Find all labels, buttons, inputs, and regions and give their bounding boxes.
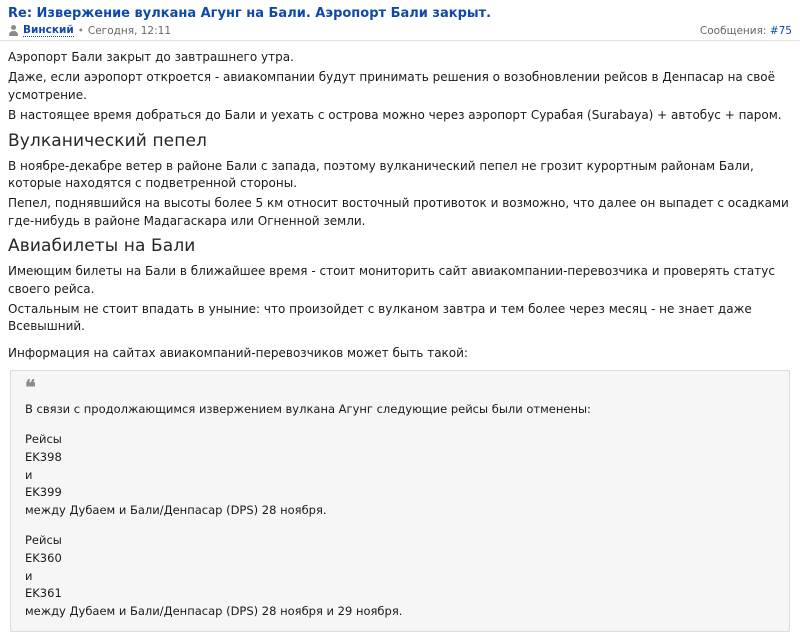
intro-paragraph-3: В настоящее время добраться до Бали и уехать с острова можно через аэропорт Сурабая (Surabaya) + автобус + паром.	[8, 108, 782, 123]
quote-line-5: EK399	[25, 485, 62, 500]
quote-line-1: В связи с продолжающимся извержением вулкана Агунг следующие рейсы были отменены:	[25, 402, 591, 417]
user-avatar-icon	[8, 25, 19, 36]
quote-line-11: между Дубаем и Бали/Денпасар (DPS) 28 ноября и 29 ноября.	[25, 604, 403, 619]
quote-line-3: EK398	[25, 449, 62, 464]
post-meta-row	[0, 23, 800, 41]
post-title[interactable]: Re: Извержение вулкана Агунг на Бали. Аэропорт Бали закрыт.	[8, 6, 492, 21]
intro-paragraph-1: Аэропорт Бали закрыт до завтрашнего утра.	[8, 50, 294, 64]
message-number[interactable]: #75	[769, 24, 792, 37]
quote-block	[10, 370, 790, 632]
quote-line-4: и	[25, 467, 33, 482]
post-date: Сегодня, 12:11	[87, 24, 171, 37]
meta-separator: •	[77, 24, 84, 37]
quote-line-6: между Дубаем и Бали/Денпасар (DPS) 28 ноября.	[25, 503, 327, 518]
intro-paragraph-2: Даже, если аэропорт откроется - авиакомпании будут принимать решения о возобновлении рейсов в Денпасар на своё усмотрение.	[8, 70, 775, 102]
quote-mark-icon: ❝	[25, 375, 36, 400]
section-heading-tickets: Авиабилеты на Бали	[8, 236, 196, 257]
quote-line-8: EK360	[25, 550, 62, 565]
quote-line-7: Рейсы	[25, 532, 62, 547]
lead-in-paragraph: Информация на сайтах авиакомпаний-перевозчиков может быть такой:	[8, 345, 468, 360]
quote-line-2: Рейсы	[25, 431, 62, 446]
section2-paragraph-1: Имеющим билеты на Бали в ближайшее время - стоит мониторить сайт авиакомпании-перевозчика и проверять статус своего рейса.	[8, 264, 775, 296]
quote-line-9: и	[25, 568, 33, 583]
section2-paragraph-2: Остальным не стоит впадать в уныние: что произойдет с вулканом завтра и тем более через месяц - не знает даже Всевышний.	[8, 301, 752, 334]
post-content	[0, 41, 800, 632]
post-meta-left	[8, 24, 700, 37]
post-message-counter	[700, 25, 792, 37]
quote-line-10: EK361	[25, 586, 62, 601]
post-author[interactable]: Винский	[23, 24, 74, 36]
messages-label: Сообщения:	[699, 24, 767, 37]
section1-paragraph-2: Пепел, поднявшийся на высоты более 5 км относит восточный противоток и возможно, что далее он выпадет с осадками где-нибудь в районе Мадагаскара или Огненной земли.	[8, 196, 789, 228]
section-heading-ash: Вулканический пепел	[8, 130, 207, 151]
section1-paragraph-1: В ноябре-декабре ветер в районе Бали с запада, поэтому вулканический пепел не грозит курортным районам Бали, которые находятся с подветренной стороны.	[8, 158, 754, 190]
